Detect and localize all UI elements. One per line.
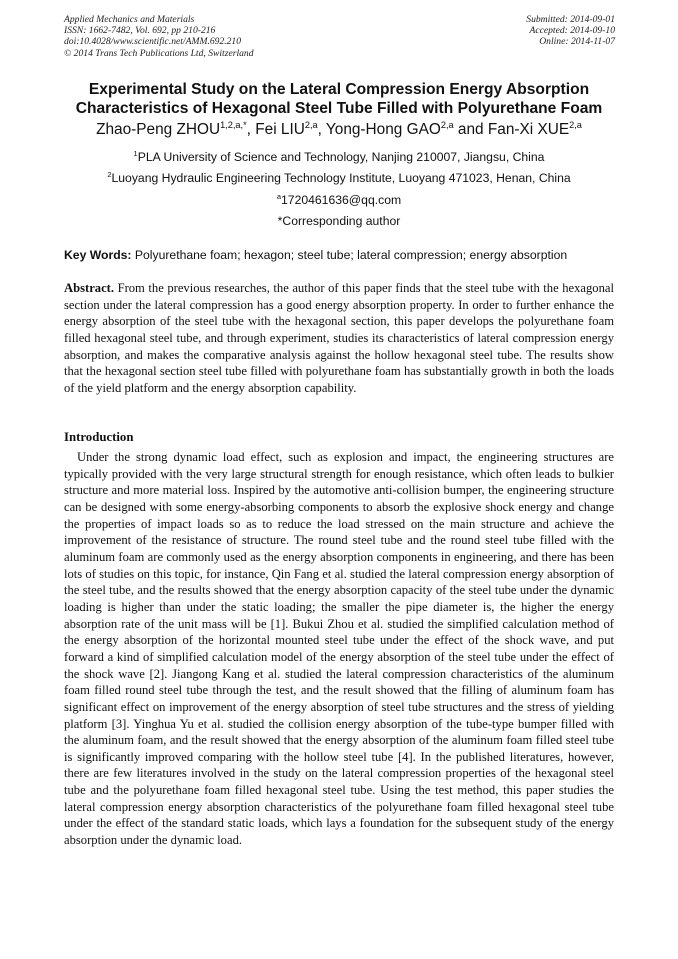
author-name: Zhao-Peng ZHOU [96,121,221,138]
affiliation-2-text: Luoyang Hydraulic Engineering Technology Institute, Luoyang 471023, Henan, China [111,171,571,185]
keywords [64,247,624,263]
title-line-1: Experimental Study on the Lateral Compression Energy Absorption [88,81,590,98]
author-superscript: 1,2,a,* [220,120,247,130]
affiliation-1 [20,149,658,165]
copyright-line: © 2014 Trans Tech Publications Ltd, Switzerland [64,47,254,59]
submission-dates [395,14,615,48]
author-superscript: 2,a [440,120,454,130]
author-name: Yong-Hong GAO [325,121,441,138]
author-superscript: 2,a [569,120,582,130]
abstract-text: From the previous researches, the author of this paper finds that the steel tube with the hexagonal section under the lateral compression has a good energy absorption property. In order to further enhance the energy absorption of the steel tube with the hexagonal section, this paper develops the polyurethane foam filled hexagonal steel tube, and through experiment, studies its characteristics of lateral compression energy absorption, and makes the comparative analysis against the hollow hexagonal steel tube. The results show that the hexagonal section steel tube filled with polyurethane foam has substantially growth in both the loads of the yield platform and the energy absorption capability. [64,281,614,395]
affiliation-1-superscript: 1 [133,149,138,158]
author-separator: , [246,121,256,138]
journal-info [64,14,364,59]
keywords-label: Key Words: [64,248,132,262]
doi-line[interactable]: doi:10.4028/www.scientific.net/AMM.692.210 [64,36,242,48]
affiliation-2-superscript: 2 [107,170,112,179]
title-line-2: Characteristics of Hexagonal Steel Tube Filled with Polyurethane Foam [75,100,603,117]
affiliation-2 [20,170,658,186]
journal-name: Applied Mechanics and Materials [64,14,195,25]
corresponding-author-note: *Corresponding author [277,214,401,228]
author-separator: and [453,121,488,138]
paper-title [40,80,638,118]
email-superscript: a [276,192,282,201]
abstract-label: Abstract. [64,281,115,295]
author-email [20,192,658,208]
abstract [64,280,614,397]
author-name: Fan-Xi XUE [487,121,570,138]
accepted-date: Accepted: 2014-09-10 [529,25,615,37]
keywords-text: Polyurethane foam; hexagon; steel tube; lateral compression; energy absorption [131,248,568,262]
author-separator: , [317,121,326,138]
section-heading-introduction: Introduction [64,430,134,444]
online-date: Online: 2014-11-07 [539,36,615,48]
author-superscript: 2,a [304,120,318,130]
affiliation-1-text: PLA University of Science and Technology, Nanjing 210007, Jiangsu, China [137,150,545,164]
submitted-date: Submitted: 2014-09-01 [526,14,615,25]
introduction-paragraph: Under the strong dynamic load effect, such as explosion and impact, the engineering structures are typically provided with the very large structural strength for enough resistance, which often leads to bulkier structure and more material loss. Inspired by the automotive anti-collision bumper, the engineering structure can be designed with some energy-absorbing components to absorb the explosive shock energy and change the properties of impact loads so as to reduce the load stressed on the main structure and achieve the improvement of the resistance of structure. The round steel tube and the round steel tube filled with the aluminum foam are commonly used as the energy absorption components in engineering, and there has been lots of studies on this topic, for instance, Qin Fang et al. studied the lateral compression energy absorption of the steel tube, and the results showed that the energy absorption capacity of the steel tube under the dynamic loading is higher than under the static loading; the smaller the pipe diameter is, the higher the energy absorption rate of the unit mass will be [1]. Bukui Zhou et al. studied the simplified calculation method of the energy absorption of the horizontal mounted steel tube under the effect of the shock wave, and put forward a kind of simplified calculation model of the energy absorption of the steel tube under the effect of the shock wave [2]. Jiangong Kang et al. studied the lateral compression characteristics of the aluminum foam filled round steel tube through the test, and the result showed that the filling of aluminum foam has significant effect on improvement of the energy absorption of steel tube structures and the stress of yielding platform [3]. Yinghua Yu et al. studied the collision energy absorption of the tube-type bumper filled with the aluminum foam, and the result showed that the energy absorption of the aluminum foam filled steel tube is significantly improved comparing with the hollow steel tube [4]. In the published literatures, however, there are few literatures involved in the study on the lateral compression properties of the hexagonal steel tube and the polyurethane foam filled hexagonal steel tube. Using the test method, this paper studies the lateral compression energy absorption characteristics of the polyurethane foam filled hexagonal steel tube under the effect of the standard static loads, which lays a foundation for the subsequent study of the energy absorption under the dynamic load. [64,450,614,848]
email-address[interactable]: 1720461636@qq.com [281,193,402,207]
issn-line: ISSN: 1662-7482, Vol. 692, pp 210-216 [64,25,216,37]
author-name: Fei LIU [255,121,305,138]
author-list [20,120,658,140]
